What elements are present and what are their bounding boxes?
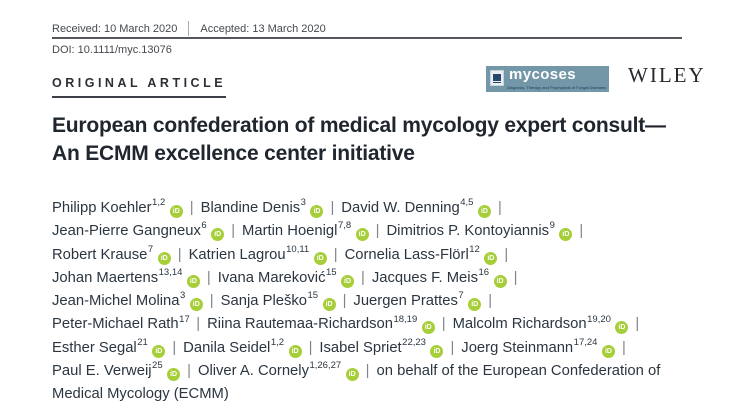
- orcid-icon[interactable]: iD: [158, 252, 171, 265]
- author-separator: |: [209, 293, 214, 310]
- author: Juergen Prattes$^7$iD: [353, 293, 481, 309]
- author-separator: |: [308, 339, 313, 356]
- author-separator: |: [187, 363, 191, 380]
- author: Sanja Pleško$^{15}$iD: [221, 293, 336, 309]
- author-separator: |: [172, 339, 177, 356]
- affiliation-superscript: 3: [300, 197, 306, 209]
- orcid-icon[interactable]: iD: [602, 345, 615, 358]
- author: Peter-Michael Rath$^{17}$: [52, 313, 190, 333]
- author: Riina Rautemaa-Richardson$^{18,19}$iD: [207, 316, 435, 332]
- author: Ivana Mareković$^{15}$iD: [218, 270, 354, 286]
- article-title: [52, 112, 697, 168]
- orcid-icon[interactable]: iD: [484, 252, 497, 265]
- affiliation-superscript: 16: [478, 266, 490, 278]
- author-separator: |: [196, 316, 201, 333]
- author-separator: |: [375, 223, 380, 240]
- affiliation-superscript: 9: [549, 220, 555, 232]
- author: Oliver A. Cornely$^{1,26,27}$iD: [198, 363, 359, 379]
- affiliation-superscript: 7: [458, 290, 464, 302]
- orcid-icon[interactable]: iD: [310, 205, 323, 218]
- orcid-icon[interactable]: iD: [478, 205, 491, 218]
- journal-name: mycoses: [509, 66, 577, 83]
- author-separator: |: [189, 200, 194, 216]
- author: Isabel Spriet$^{22,23}$iD: [319, 340, 443, 356]
- orcid-icon[interactable]: iD: [187, 275, 200, 288]
- publisher-logo[interactable]: WILEY: [628, 63, 706, 87]
- affiliation-superscript: 25: [152, 360, 163, 372]
- journal-tagline: Diagnosis, Therapy and Prophylaxis of Fungal Diseases: [506, 85, 606, 90]
- author-separator: |: [488, 293, 493, 310]
- author: Dimitrios P. Kontoyiannis$^9$iD: [387, 223, 573, 239]
- orcid-icon[interactable]: iD: [289, 345, 302, 358]
- author-separator: |: [365, 363, 370, 380]
- affiliation-superscript: 4,5: [460, 197, 474, 209]
- author-separator: |: [231, 223, 236, 240]
- orcid-icon[interactable]: iD: [615, 321, 628, 334]
- orcid-icon[interactable]: iD: [167, 368, 180, 381]
- orcid-icon[interactable]: iD: [422, 321, 435, 334]
- received-date: Received: 10 March 2020: [52, 22, 178, 35]
- author: Martin Hoenigl$^{7,8}$iD: [242, 223, 369, 239]
- affiliation-superscript: 1,2: [270, 336, 285, 348]
- affiliation-superscript: 13,14: [158, 266, 183, 278]
- affiliation-superscript: 6: [201, 220, 207, 232]
- orcid-icon[interactable]: iD: [341, 275, 354, 288]
- orcid-icon[interactable]: iD: [468, 298, 481, 311]
- dates-divider: [188, 21, 189, 36]
- header-rule: [52, 37, 682, 39]
- author: Danila Seidel$^{1,2}$iD: [183, 340, 301, 356]
- on-behalf-text: on behalf of the European Confederation of Medical Mycology (ECMM): [52, 363, 661, 403]
- affiliation-superscript: 15: [307, 290, 319, 302]
- author-separator: |: [177, 246, 182, 263]
- author: Jacques F. Meis$^{16}$iD: [372, 270, 507, 286]
- author-separator: |: [504, 246, 509, 263]
- affiliation-superscript: 7,8: [337, 220, 352, 232]
- orcid-icon[interactable]: iD: [559, 228, 572, 241]
- dates-row: [52, 21, 682, 36]
- author-separator: |: [361, 269, 365, 286]
- orcid-icon[interactable]: iD: [356, 228, 369, 241]
- orcid-icon[interactable]: iD: [494, 275, 507, 288]
- author: Esther Segal$^{21}$iD: [52, 340, 165, 356]
- author-separator: |: [441, 316, 446, 333]
- title-line-2: An ECMM excellence center initiative: [52, 142, 415, 165]
- journal-logo[interactable]: [486, 66, 609, 92]
- orcid-icon[interactable]: iD: [430, 345, 443, 358]
- affiliation-superscript: 17,24: [573, 336, 598, 348]
- author-separator: |: [497, 200, 502, 216]
- orcid-icon[interactable]: iD: [346, 368, 359, 381]
- author-separator: |: [330, 200, 335, 216]
- author: Jean-Michel Molina$^3$iD: [52, 293, 203, 309]
- title-line-1: European confederation of medical mycology expert consult—: [52, 114, 666, 137]
- author: Paul E. Verweij$^{25}$iD: [52, 363, 180, 379]
- affiliation-superscript: 1,2: [152, 197, 166, 209]
- author: Katrien Lagrou$^{10,11}$iD: [189, 247, 327, 263]
- journal-logo-icon: [490, 70, 504, 86]
- author: Johan Maertens$^{13,14}$iD: [52, 270, 200, 286]
- orcid-icon[interactable]: iD: [314, 252, 327, 265]
- author: Philipp Koehler$^{1,2}$iD: [52, 200, 183, 216]
- author: Cornelia Lass-Flörl$^{12}$iD: [345, 247, 498, 263]
- author: Joerg Steinmann$^{17,24}$iD: [461, 340, 615, 356]
- orcid-icon[interactable]: iD: [323, 298, 336, 311]
- author-separator: |: [450, 339, 455, 356]
- accepted-date: Accepted: 13 March 2020: [200, 22, 326, 35]
- author-list: [52, 197, 688, 407]
- author-separator: |: [333, 246, 338, 263]
- doi: DOI: 10.1111/myc.13076: [52, 44, 172, 56]
- affiliation-superscript: 1,26,27: [309, 360, 342, 372]
- author: Blandine Denis$^3$iD: [201, 200, 324, 216]
- orcid-icon[interactable]: iD: [211, 228, 224, 241]
- author-separator: |: [513, 269, 518, 286]
- affiliation-superscript: 10,11: [286, 243, 310, 255]
- author: David W. Denning$^{4,5}$iD: [341, 200, 491, 216]
- orcid-icon[interactable]: iD: [152, 345, 165, 358]
- section-label: ORIGINAL ARTICLE: [52, 76, 226, 98]
- affiliation-superscript: 3: [179, 290, 186, 302]
- author: Robert Krause$^7$iD: [52, 247, 171, 263]
- author-separator: |: [342, 293, 347, 310]
- affiliation-superscript: 18,19: [393, 313, 418, 325]
- affiliation-superscript: 15: [325, 266, 337, 278]
- author: Jean-Pierre Gangneux$^6$iD: [52, 223, 224, 239]
- author: Malcolm Richardson$^{19,20}$iD: [453, 316, 629, 332]
- affiliation-superscript: 12: [469, 243, 480, 255]
- author-separator: |: [579, 223, 584, 240]
- affiliation-superscript: 21: [137, 336, 148, 348]
- affiliation-superscript: 17: [179, 313, 190, 325]
- author-separator: |: [635, 316, 640, 333]
- affiliation-superscript: 7: [147, 243, 154, 255]
- orcid-icon[interactable]: iD: [170, 205, 183, 218]
- affiliation-superscript: 22,23: [402, 336, 426, 348]
- author-separator: |: [206, 269, 211, 286]
- orcid-icon[interactable]: iD: [190, 298, 203, 311]
- author-separator: |: [621, 339, 626, 356]
- affiliation-superscript: 19,20: [587, 313, 611, 325]
